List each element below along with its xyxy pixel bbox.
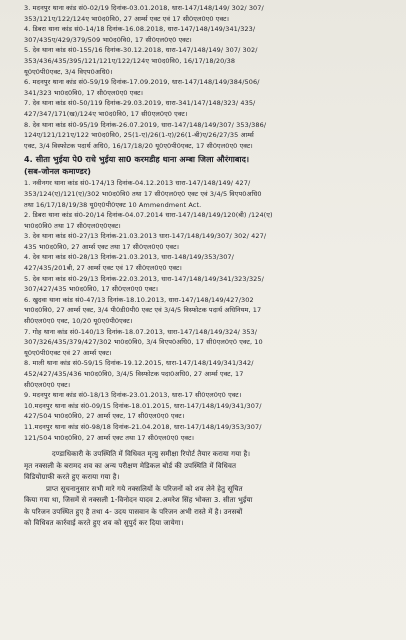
case-line: 11.मदनपुर थाना कांड सं0-98/18 दिनांक-21.04.2018, धारा-147/148/149/353/307/ <box>24 422 262 431</box>
case-line: तथा 16/17/18/19/38 यू0ए0पी0एक्ट 10 Ammendment Act. <box>24 200 202 209</box>
case-line: 7. गोह थाना कांड सं0-140/13 दिनांक-18.07.2013, धारा-147/148/149/324/ 353/ <box>24 327 258 336</box>
case-line: भा0द0वि0 तथा 17 सी0एल0ए0एक्ट। <box>24 221 121 230</box>
paragraph-line: किया गया था, जिसमें से नक्सली 1-विनोदन यादव 2.अमरेश सिंह भोक्ता 3. सीता भुईया <box>24 496 253 505</box>
case-line: 5. देव थाना कांड सं0-155/16 दिनांक-30.12.2018, धारा-147/148/149/ 307/ 302/ <box>24 46 258 55</box>
case-line: 121/504 भा0द0वि0, 27 आर्म्स एक्ट तथा 17 सी0एल0ए0 एक्ट। <box>24 433 195 442</box>
case-line: 427/347/171(ख)/124ए भा0द0वि0, 17 सी0एल0ए0 एक्ट। <box>24 109 188 118</box>
case-line: 6. मदनपुर थाना कांड सं0-59/19 दिनांक-17.09.2019, धारा-147/148/149/384/506/ <box>24 78 260 87</box>
case-list-sita-bhuiya <box>24 178 392 443</box>
case-line: 427/504 भा0द0वि0, 27 आर्म्स एक्ट, 17 सी0एल0ए0 एक्ट। <box>24 412 185 421</box>
case-line: 4. डिबरा थाना कांड सं0-14/18 दिनांक-16.08.2018, धारा-147/148/149/341/323/ <box>24 25 256 34</box>
document-body <box>24 3 392 530</box>
paragraph-line: मृत नक्सली के बरामद शव का अन्य परीक्षण मेडिकल बोर्ड की उपस्थिति में विधिवत <box>24 461 237 470</box>
paragraph-line: प्राप्त सूचनानुसार सभी मारे गये नक्सलियों के परिजनों को शव लेने हेतु सूचित <box>46 484 243 493</box>
case-line: 307/427/435 भा0द0वि0, 17 सी0एल0ए0 एक्ट। <box>24 285 159 294</box>
case-line: भा0द0वि0, 27 आर्म्स एक्ट, 3/4 पी0डी0पी0 एक्ट एवं 3/4/5 विस्फोटक पदार्थ अधिनियम, 17 <box>24 306 262 315</box>
case-line: 3. देव थाना कांड सं0-27/13 दिनांक-21.03.2013 धारा-147/148/149/307/ 302/ 427/ <box>24 232 267 241</box>
case-line: 124ए/121/121ए/122 भा0द0वि0, 25(1-ए)/26(1-ए)/26(1-बी)ए/26/27/35 आर्म्स <box>24 131 254 140</box>
case-line: 452/427/435/436 भा0द0वि0, 3/4/5 विस्फोटक पदा0अधि0, 27 आर्म्स एक्ट, 17 <box>24 370 244 378</box>
case-line: 353/124(ए)/121(ए)/302 भा0द0वि0 तथा 17 सी0एल0ए0 एक्ट एवं 3/4/5 विएप0अधि0 <box>24 189 262 198</box>
case-list-previous <box>24 3 392 151</box>
case-line: 341/323 भा0द0वि0, 17 सी0एल0ए0 एक्ट। <box>24 88 144 97</box>
case-line: 8. देव थाना कांड सं0-95/19 दिनांक-26.07.2019, धारा-147/148/149/307/ 353/386/ <box>24 120 267 129</box>
case-line: 6. खुदवा थाना कांड सं0-47/13 दिनांक-18.10.2013, धारा-147/148/149/427/302 <box>24 295 254 304</box>
case-line: 353/436/435/395/121/121ए/122/124ए भा0द0वि0, 16/17/18/20/38 <box>24 56 236 65</box>
section-subheading: (सब-जोनल कमाण्डर) <box>24 167 92 177</box>
case-line: 5. देव थाना कांड सं0-29/13 दिनांक-22.03.2013, धारा-147/148/149/341/323/325/ <box>24 274 264 283</box>
case-line: 8. माली थाना कांड सं0-59/15 दिनांक-19.12.2015, धारा-147/148/149/341/342/ <box>24 359 254 368</box>
case-line: 7. देव थाना कांड सं0-50/119 दिनांक-29.03.2019, धारा-341/147/148/323/ 435/ <box>24 99 256 108</box>
case-line: यू0ए0पी0एक्ट, 3/4 विएप0अधि0। <box>24 67 113 76</box>
case-line: 9. मदनपुर थाना कांड सं0-18/13 दिनांक-23.01.2013, धारा-17 सी0एल0ए0 एक्ट। <box>24 391 242 400</box>
case-line: 353/121ए/122/124ए भा0द0वि0, 27 आर्म्स एक्ट एवं 17 सी0एल0ए0 एक्ट। <box>24 14 230 23</box>
case-line: 435 भा0द0वि0, 27 आर्म्स एक्ट तथा 17 सी0एल0ए0 एक्ट। <box>24 242 180 251</box>
paragraph-line: विडियोग्राफी करते हुए कराया गया है। <box>24 473 120 482</box>
case-line: 427/435/201बी, 27 आर्म्स एक्ट एवं 17 सी0एल0ए0 एक्ट। <box>24 264 182 273</box>
case-line: 10.मदनपुर थाना कांड सं0-09/15 दिनांक-18.01.2015, धारा-147/148/149/341/307/ <box>24 401 262 410</box>
case-line: 2. डिबरा थाना कांड सं0-20/14 दिनांक-04.07.2014 धारा-147/148/149/120(बी) /124(ए) <box>24 211 273 220</box>
section-heading: 4. सीता भुईया पे0 राधे भुईया सा0 करमडीह थाना अम्बा जिला औरंगाबाद। <box>24 155 250 165</box>
closing-paragraphs <box>24 449 392 530</box>
paragraph-line: को विधिवत कार्रवाई करते हुए शव को सुपुर्द कर दिया जायेगा। <box>24 519 184 528</box>
case-line: 1. नवीनगर थाना कांड सं0-174/13 दिनांक-04.12.2013 धारा-147/148/149/ 427/ <box>24 179 251 188</box>
case-line: एक्ट, 3/4 विस्फोटक पदार्थ अधि0, 16/17/18/20 यू0ए0पी0एक्ट, 17 सी0एल0ए0 एक्ट। <box>24 141 253 150</box>
paragraph-line: दण्डाधिकारी के उपस्थिति में विधिवत मृत्यु समीक्षा रिपोर्ट तैयार कराया गया है। <box>52 450 251 459</box>
case-line: यू0ए0पी0एक्ट एवं 27 आर्म्स एक्ट। <box>24 348 112 357</box>
case-line: सी0एल0ए0 एक्ट, 10/20 यू0ए0पी0एक्ट। <box>24 317 133 326</box>
case-line: सी0एल0ए0 एक्ट। <box>24 380 71 389</box>
case-line: 4. देव थाना कांड सं0-28/13 दिनांक-21.03.2013, धारा-148/149/353/307/ <box>24 253 234 262</box>
case-line: 3. मदनपुर थाना कांड सं0-02/19 दिनांक-03.01.2018, धारा-147/148/149/ 302/ 307/ <box>24 4 264 12</box>
case-line: 307/435ए/429/379/509 भा0द0वि0, 17 सी0एल0ए0 एक्ट। <box>24 35 192 44</box>
paragraph-line: के परिजन उपस्थित हुए है तथा 4- उदय पासवान के परिजन अभी रास्ते में है। उनसबों <box>24 507 243 516</box>
case-line: 307/326/435/379/427/302 भा0द0वि0, 3/4 विएप0अधि0, 17 सी0एल0ए0 एक्ट, 10 <box>24 338 263 347</box>
